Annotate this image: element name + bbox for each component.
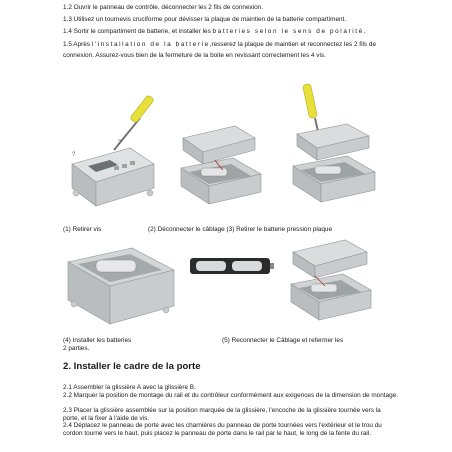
section-title: 2. Installer le cadre de la porte — [63, 361, 201, 372]
controller-screwdriver-image — [62, 88, 172, 218]
svg-text:?: ? — [72, 152, 76, 158]
caption-4: (4) Installer les batteries — [63, 337, 132, 344]
item-2-2: 2.2 Marquer la position de montage du rail et du contrôleur conformément aux exigences de la dimension de montage. — [63, 392, 398, 399]
closed-box-image — [285, 236, 380, 331]
caption-1: (1) Retirer vis — [63, 226, 102, 233]
svg-text:?: ? — [118, 140, 122, 146]
caption-5-cont: 2 parties. — [63, 345, 90, 352]
step-1-5: 1.5 Après l'installation de la batterie,resserez la plaque de maintien et reconnectez les 2 fils de — [63, 41, 377, 48]
step-1-3: 1.3 Utilisez un tournevis cruciforme pour dévisser la plaque de maintien de la batterie compartiment. — [63, 16, 347, 23]
open-box-wiring-image — [175, 120, 270, 215]
caption-2-3: (2) Déconnecter le câblage (3) Retirer le batterie pression plaque — [148, 226, 333, 233]
item-2-4: 2.4 Déplacez le panneau de porte avec les charnières du panneau de porte tournées vers l'extérieur et le trou du cordon tourné vers le haut, puis placez le panneau de porte dans le rail par le haut, le long de la fente du rail. — [63, 422, 382, 437]
step-1-4: 1.4 Sortir le compartiment de batterie, et installer les batteries selon le sens de polarité. — [63, 28, 368, 35]
caption-5: (5) Reconnecter le Câblage et refermer les — [222, 337, 344, 344]
step-1-5-cont: connexion. Assurez-vous bien de la fermeture de la boite en revissant correctement les 4 vis. — [63, 52, 326, 59]
battery-holder-image — [186, 252, 276, 280]
item-2-1: 2.1 Assembler la glissière A avec la glissière B. — [63, 384, 196, 391]
step-1-2: 1.2 Ouvrir le panneau de contrôle, déconnecter les 2 fils de connexion. — [63, 4, 264, 11]
box-batteries-image — [62, 240, 182, 335]
open-box-screwdriver-image — [285, 82, 385, 217]
item-2-3: 2.3 Placer la glissière assemblée sur la position marquée de la glissière, l'encoche de la glissière tournée vers la porte, et la fixer à l'aide de vis. — [63, 407, 381, 422]
